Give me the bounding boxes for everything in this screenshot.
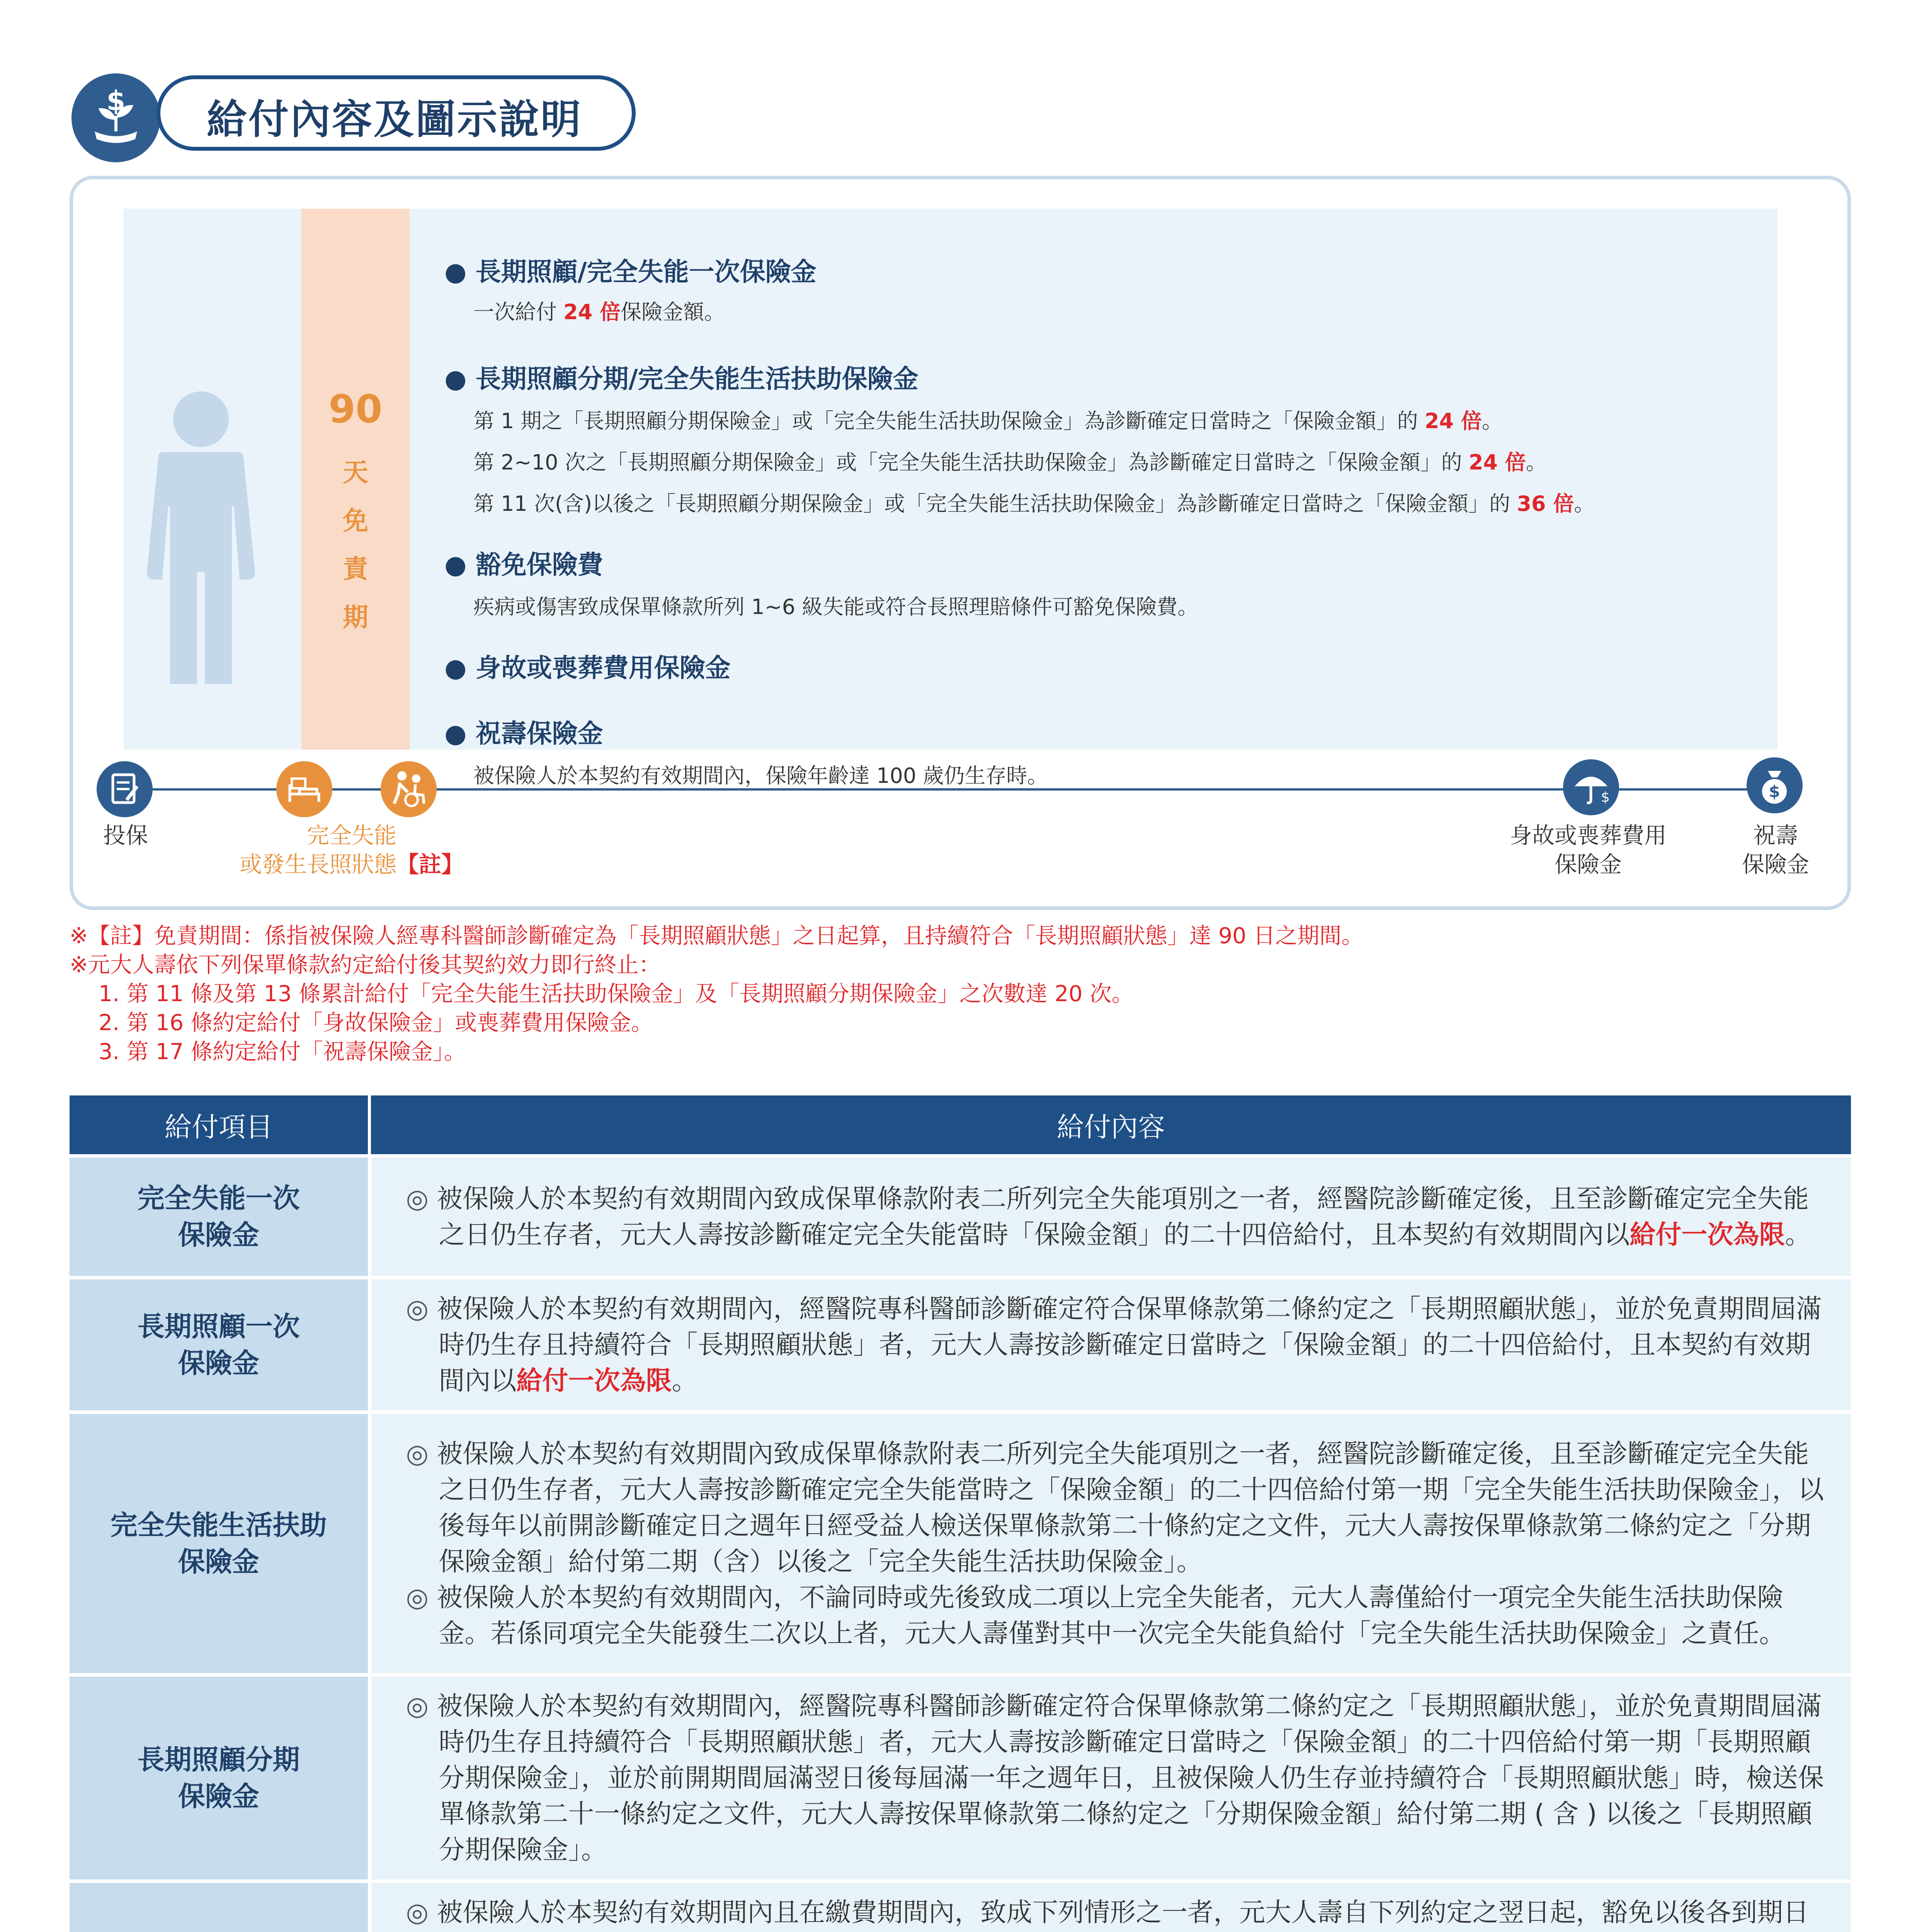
benefit-item-name: 長期照顧分期 保險金 (70, 1675, 369, 1881)
timeline-axis (110, 788, 1795, 791)
benefit-content: ◎ 被保險人於本契約有效期間內且在繳費期間內，致成下列情形之一者，元大人壽自下列約定之翌日起，豁免以後各到期日 (369, 1881, 1851, 1932)
benefit-title: ● 長期照顧分期/完全失能生活扶助保險金 (444, 358, 1758, 395)
table-header-row (70, 1095, 1851, 1156)
benefit-content: ◎ 被保險人於本契約有效期間內致成保單條款附表二所列完全失能項別之一者，經醫院診斷確定後，且至診斷確定完全失能之日仍生存者，元大人壽按診斷確定完全失能當時之「保險金額」的二十四倍給付第一期「完全失能生活扶助保險金」，以後每年以前開診斷確定日之週年日經受益人檢送保單條款第二十條約定之文件，元大人壽按保單條款第二條約定之「分期保險金額」給付第二期（含）以後之「完全失能生活扶助保險金」。 ◎ 被保險人於本契約有效期間內，不論同時或先後致成二項以上完全失能者，元大人壽僅給付一項完全失能生活扶助保險金。若係同項完全失能發生二次以上者，元大人壽僅對其中一次完全失能負給付「完全失能生活扶助保險金」之責任。 (369, 1412, 1851, 1675)
benefit-desc: 第 1 期之「長期照顧分期保險金」或「完全失能生活扶助保險金」為診斷確定日當時之「保險金額」的 24 倍。 (473, 409, 1503, 433)
benefit-item-name: 完全失能生活扶助 保險金 (70, 1412, 369, 1675)
benefit-title: ● 長期照顧/完全失能一次保險金 (444, 251, 1758, 288)
caregiver-icon (381, 761, 437, 817)
waiting-period-label: 天 免 責 期 (343, 457, 368, 632)
money-bag-icon (1747, 757, 1803, 813)
policy-document-icon (97, 761, 153, 817)
timeline-label-enroll: 投保 (103, 822, 148, 849)
svg-text:$: $ (1601, 789, 1610, 805)
benefit-table (70, 1095, 1851, 1932)
table-row (70, 1675, 1851, 1881)
benefit-item-name: 長期照顧一次 保險金 (70, 1278, 369, 1412)
timeline-label-birthday: 祝壽 保險金 (1742, 822, 1809, 878)
header-money-plant-icon (71, 73, 160, 162)
benefit-title: ● 身故或喪葬費用保險金 (444, 647, 1758, 684)
column-header: 給付內容 (369, 1095, 1851, 1156)
benefit-desc: 疾病或傷害致成保單條款所列 1~6 級失能或符合長照理賠條件可豁免保險費。 (473, 595, 1199, 619)
waiting-period-days: 90 (328, 386, 383, 432)
table-row (70, 1156, 1851, 1278)
timeline-label-death: 身故或喪葬費用 保險金 (1509, 822, 1667, 878)
svg-text:$: $ (1769, 782, 1780, 801)
benefit-desc: 第 11 次(含)以後之「長期照顧分期保險金」或「完全失能生活扶助保險金」為診斷確定日當時之「保險金額」的 36 倍。 (473, 492, 1595, 516)
benefit-title: ● 豁免保險費 (444, 544, 1758, 581)
benefit-title: ● 祝壽保險金 (444, 713, 1758, 750)
hospital-bed-icon (276, 761, 332, 817)
benefit-desc: 被保險人於本契約有效期間內，保險年齡達 100 歲仍生存時。 (473, 764, 1048, 788)
benefit-bullet-list (444, 251, 1758, 789)
benefit-content: ◎ 被保險人於本契約有效期間內，經醫院專科醫師診斷確定符合保單條款第二條約定之「長期照顧狀態」，並於免責期間屆滿時仍生存且持續符合「長期照顧狀態」者，元大人壽按診斷確定日當時之「保險金額」的二十四倍給付，且本契約有效期間內以給付一次為限。 (369, 1278, 1851, 1412)
column-header: 給付項目 (70, 1095, 369, 1156)
benefit-desc: 一次給付 24 倍保險金額。 (473, 300, 725, 324)
benefit-item-name (70, 1881, 369, 1932)
benefit-content: ◎ 被保險人於本契約有效期間內，經醫院專科醫師診斷確定符合保單條款第二條約定之「長期照顧狀態」，並於免責期間屆滿時仍生存且持續符合「長期照顧狀態」者，元大人壽按診斷確定日當時之「保險金額」的二十四倍給付第一期「長期照顧分期保險金」，並於前開期間屆滿翌日後每屆滿一年之週年日，且被保險人仍生存並持續符合「長期照顧狀態」時，檢送保單條款第二十一條約定之文件，元大人壽按保單條款第二條約定之「分期保險金額」給付第二期 ( 含 ) 以後之「長期照顧分期保險金」。 (369, 1675, 1851, 1881)
table-row (70, 1278, 1851, 1412)
timeline-label-disability: 完全失能 或發生長照狀態【註】 (239, 822, 464, 878)
umbrella-money-icon (1563, 759, 1619, 815)
page-title: 給付內容及圖示說明 (207, 96, 583, 143)
important-notes: ※【註】免責期間：係指被保險人經專科醫師診斷確定為「長期照顧狀態」之日起算，且持續符合「長期照顧狀態」達 90 日之期間。 ※元大人壽依下列保單條款約定給付後其契約效力即行終止： 1. 第 11 條及第 13 條累計給付「完全失能生活扶助保險金」及「長期照顧分期保險金」之次數達 20 次。 2. 第 16 條約定給付「身故保險金」或喪葬費用保險金。 3. 第 17 條約定給付「祝壽保險金」。 (70, 923, 1364, 1065)
benefit-desc: 第 2~10 次之「長期照顧分期保險金」或「完全失能生活扶助保險金」為診斷確定日當時之「保險金額」的 24 倍。 (473, 450, 1547, 474)
person-icon (143, 390, 259, 685)
table-row (70, 1881, 1851, 1932)
table-row (70, 1412, 1851, 1675)
svg-text:$: $ (106, 85, 126, 117)
benefit-content: ◎ 被保險人於本契約有效期間內致成保單條款附表二所列完全失能項別之一者，經醫院診斷確定後，且至診斷確定完全失能之日仍生存者，元大人壽按診斷確定完全失能當時「保險金額」的二十四倍給付，且本契約有效期間內以給付一次為限。 (369, 1156, 1851, 1278)
benefit-item-name: 完全失能一次 保險金 (70, 1156, 369, 1278)
